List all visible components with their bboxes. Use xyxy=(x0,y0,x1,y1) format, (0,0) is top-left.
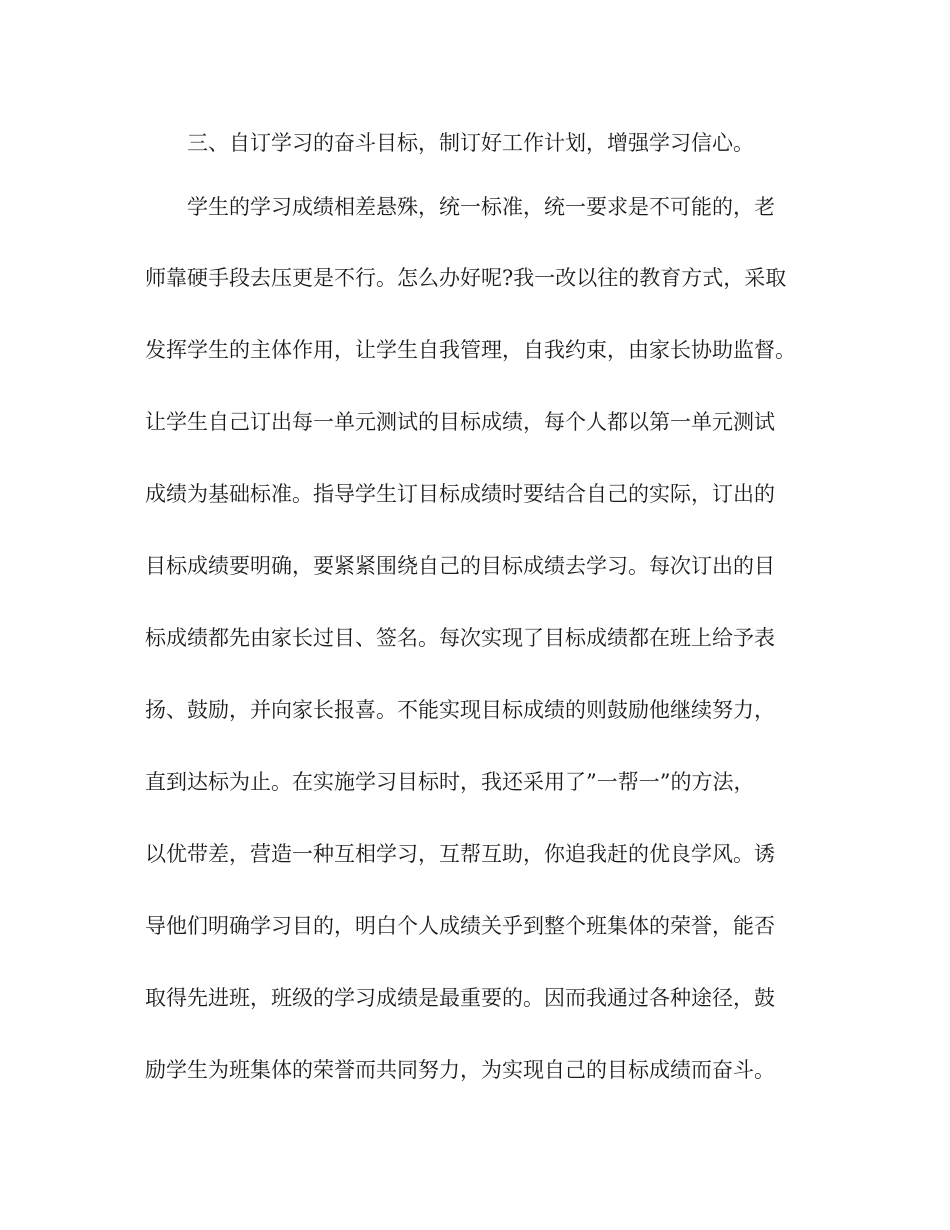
paragraph-line: 目标成绩要明确，要紧紧围绕自己的目标成绩去学习。每次订出的目 xyxy=(145,554,775,578)
paragraph-line: 师靠硬手段去压更是不行。怎么办好呢?我一改以往的教育方式，采取 xyxy=(145,266,787,290)
paragraph-line: 以优带差，营造一种互相学习，互帮互助，你追我赶的优良学风。诱 xyxy=(145,842,775,866)
paragraph-line: 扬、鼓励，并向家长报喜。不能实现目标成绩的则鼓励他继续努力， xyxy=(145,698,775,722)
paragraph-line: 导他们明确学习目的，明白个人成绩关乎到整个班集体的荣誉，能否 xyxy=(145,914,775,938)
paragraph-line: 发挥学生的主体作用，让学生自我管理，自我约束，由家长协助监督。 xyxy=(145,338,796,362)
paragraph-line: 让学生自己订出每一单元测试的目标成绩，每个人都以第一单元测试 xyxy=(145,410,775,434)
section-heading: 三、自订学习的奋斗目标，制订好工作计划，增强学习信心。 xyxy=(187,131,754,155)
paragraph-line: 直到达标为止。在实施学习目标时，我还采用了”一帮一”的方法， xyxy=(145,770,755,794)
paragraph-line: 励学生为班集体的荣誉而共同努力，为实现自己的目标成绩而奋斗。 xyxy=(145,1058,775,1082)
paragraph-line: 标成绩都先由家长过目、签名。每次实现了目标成绩都在班上给予表 xyxy=(145,626,775,650)
paragraph-line: 成绩为基础标准。指导学生订目标成绩时要结合自己的实际，订出的 xyxy=(145,482,775,506)
paragraph-line: 取得先进班，班级的学习成绩是最重要的。因而我通过各种途径，鼓 xyxy=(145,986,775,1010)
paragraph-line: 学生的学习成绩相差悬殊，统一标准，统一要求是不可能的，老 xyxy=(187,195,775,219)
